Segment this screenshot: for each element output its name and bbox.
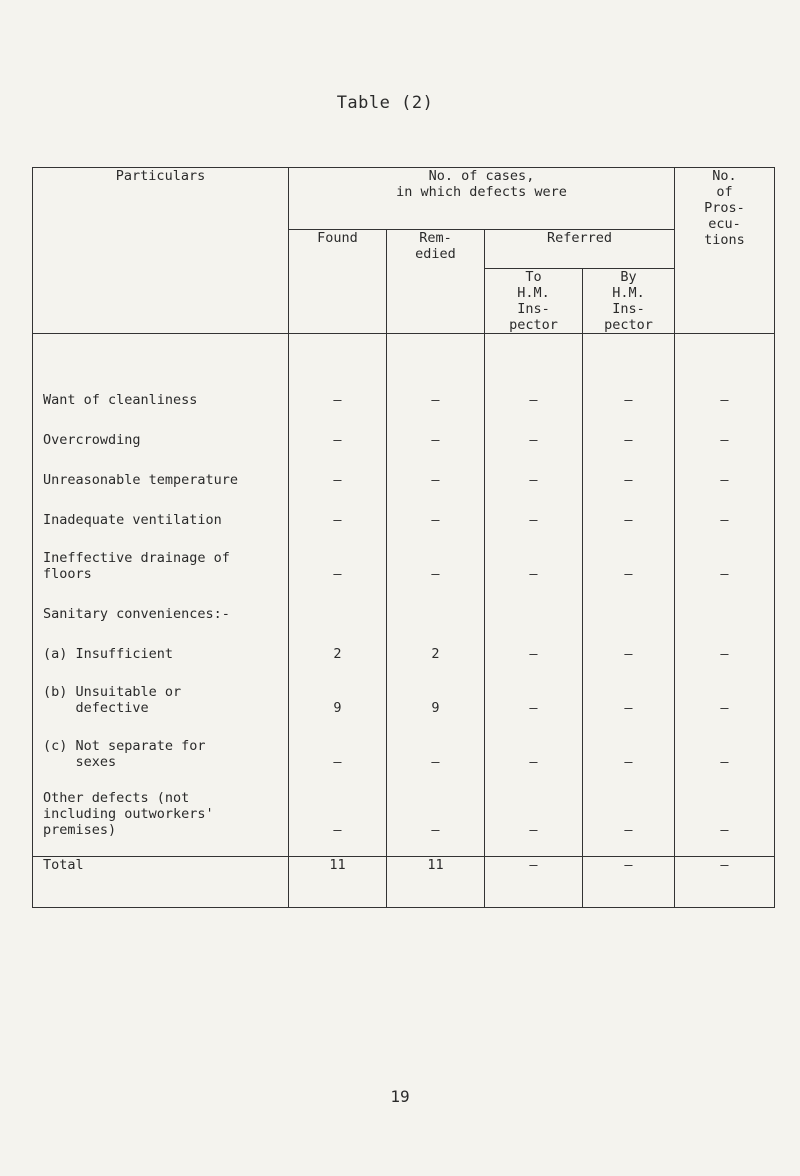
- row-label: Inadequate ventilation: [33, 490, 289, 530]
- to-hm-cell: —: [485, 410, 583, 450]
- remedied-cell: 2: [387, 624, 485, 664]
- remedied-header: Rem- edied: [387, 230, 485, 334]
- by-hm-cell: —: [583, 772, 675, 857]
- page-number: 19: [390, 1087, 410, 1106]
- row-label: Overcrowding: [33, 410, 289, 450]
- by-hm-cell: —: [583, 718, 675, 772]
- remedied-cell: 9: [387, 664, 485, 718]
- by-hm-cell: —: [583, 450, 675, 490]
- table-row: [33, 664, 775, 718]
- row-label: Want of cleanliness: [33, 334, 289, 411]
- prosecutions-cell: —: [675, 718, 775, 772]
- row-label: (b) Unsuitable or defective: [33, 664, 289, 718]
- cases-group-header: No. of cases, in which defects were: [289, 168, 675, 230]
- total-label: Total: [33, 857, 289, 908]
- found-cell: 2: [289, 624, 387, 664]
- particulars-header: Particulars: [33, 168, 289, 334]
- table-row: [33, 490, 775, 530]
- by-hm-cell: —: [583, 530, 675, 584]
- page-title: Table (2): [336, 93, 434, 113]
- found-cell: —: [289, 490, 387, 530]
- total-found-cell: 11: [289, 857, 387, 908]
- prosecutions-cell: —: [675, 410, 775, 450]
- table-row: [33, 530, 775, 584]
- found-cell: 9: [289, 664, 387, 718]
- table-row: [33, 718, 775, 772]
- by-hm-cell: —: [583, 410, 675, 450]
- prosecutions-cell: —: [675, 450, 775, 490]
- to-hm-cell: —: [485, 334, 583, 411]
- table-row: [33, 334, 775, 411]
- row-label: (c) Not separate for sexes: [33, 718, 289, 772]
- by-hm-cell: —: [583, 624, 675, 664]
- to-hm-cell: —: [485, 772, 583, 857]
- prosecutions-cell: —: [675, 490, 775, 530]
- remedied-cell: —: [387, 334, 485, 411]
- row-label: Ineffective drainage of floors: [33, 530, 289, 584]
- prosecutions-cell: —: [675, 624, 775, 664]
- to-hm-cell: —: [485, 718, 583, 772]
- remedied-cell: —: [387, 450, 485, 490]
- by-hm-cell: —: [583, 334, 675, 411]
- row-label: Other defects (not including outworkers' premises): [33, 772, 289, 857]
- found-cell: —: [289, 530, 387, 584]
- to-hm-cell: —: [485, 664, 583, 718]
- by-hm-inspector-header: By H.M. Ins- pector: [583, 269, 675, 334]
- found-cell: [289, 584, 387, 624]
- to-hm-cell: [485, 584, 583, 624]
- to-hm-cell: —: [485, 624, 583, 664]
- found-header: Found: [289, 230, 387, 334]
- by-hm-cell: [583, 584, 675, 624]
- table-row: [33, 772, 775, 857]
- total-prosecutions-cell: —: [675, 857, 775, 908]
- found-cell: —: [289, 334, 387, 411]
- prosecutions-cell: —: [675, 772, 775, 857]
- found-cell: —: [289, 772, 387, 857]
- table-row: [33, 624, 775, 664]
- remedied-cell: [387, 584, 485, 624]
- total-row-group: [33, 857, 775, 908]
- table-row: [33, 450, 775, 490]
- row-label: (a) Insufficient: [33, 624, 289, 664]
- table-row: [33, 410, 775, 450]
- found-cell: —: [289, 718, 387, 772]
- total-by-hm-cell: —: [583, 857, 675, 908]
- found-cell: —: [289, 410, 387, 450]
- row-label: Unreasonable temperature: [33, 450, 289, 490]
- prosecutions-header: No. of Pros- ecu- tions: [675, 168, 775, 334]
- prosecutions-cell: —: [675, 530, 775, 584]
- found-cell: —: [289, 450, 387, 490]
- to-hm-cell: —: [485, 490, 583, 530]
- table-row: [33, 584, 775, 624]
- defects-table: [32, 167, 775, 908]
- remedied-cell: —: [387, 530, 485, 584]
- total-row: [33, 857, 775, 908]
- prosecutions-cell: [675, 584, 775, 624]
- prosecutions-cell: —: [675, 664, 775, 718]
- by-hm-cell: —: [583, 490, 675, 530]
- to-hm-inspector-header: To H.M. Ins- pector: [485, 269, 583, 334]
- to-hm-cell: —: [485, 450, 583, 490]
- remedied-cell: —: [387, 772, 485, 857]
- total-to-hm-cell: —: [485, 857, 583, 908]
- total-remedied-cell: 11: [387, 857, 485, 908]
- prosecutions-cell: —: [675, 334, 775, 411]
- row-label: Sanitary conveniences:-: [33, 584, 289, 624]
- referred-header: Referred: [485, 230, 675, 269]
- remedied-cell: —: [387, 718, 485, 772]
- table-body: [33, 334, 775, 857]
- remedied-cell: —: [387, 410, 485, 450]
- remedied-cell: —: [387, 490, 485, 530]
- by-hm-cell: —: [583, 664, 675, 718]
- to-hm-cell: —: [485, 530, 583, 584]
- table-header: [33, 168, 775, 334]
